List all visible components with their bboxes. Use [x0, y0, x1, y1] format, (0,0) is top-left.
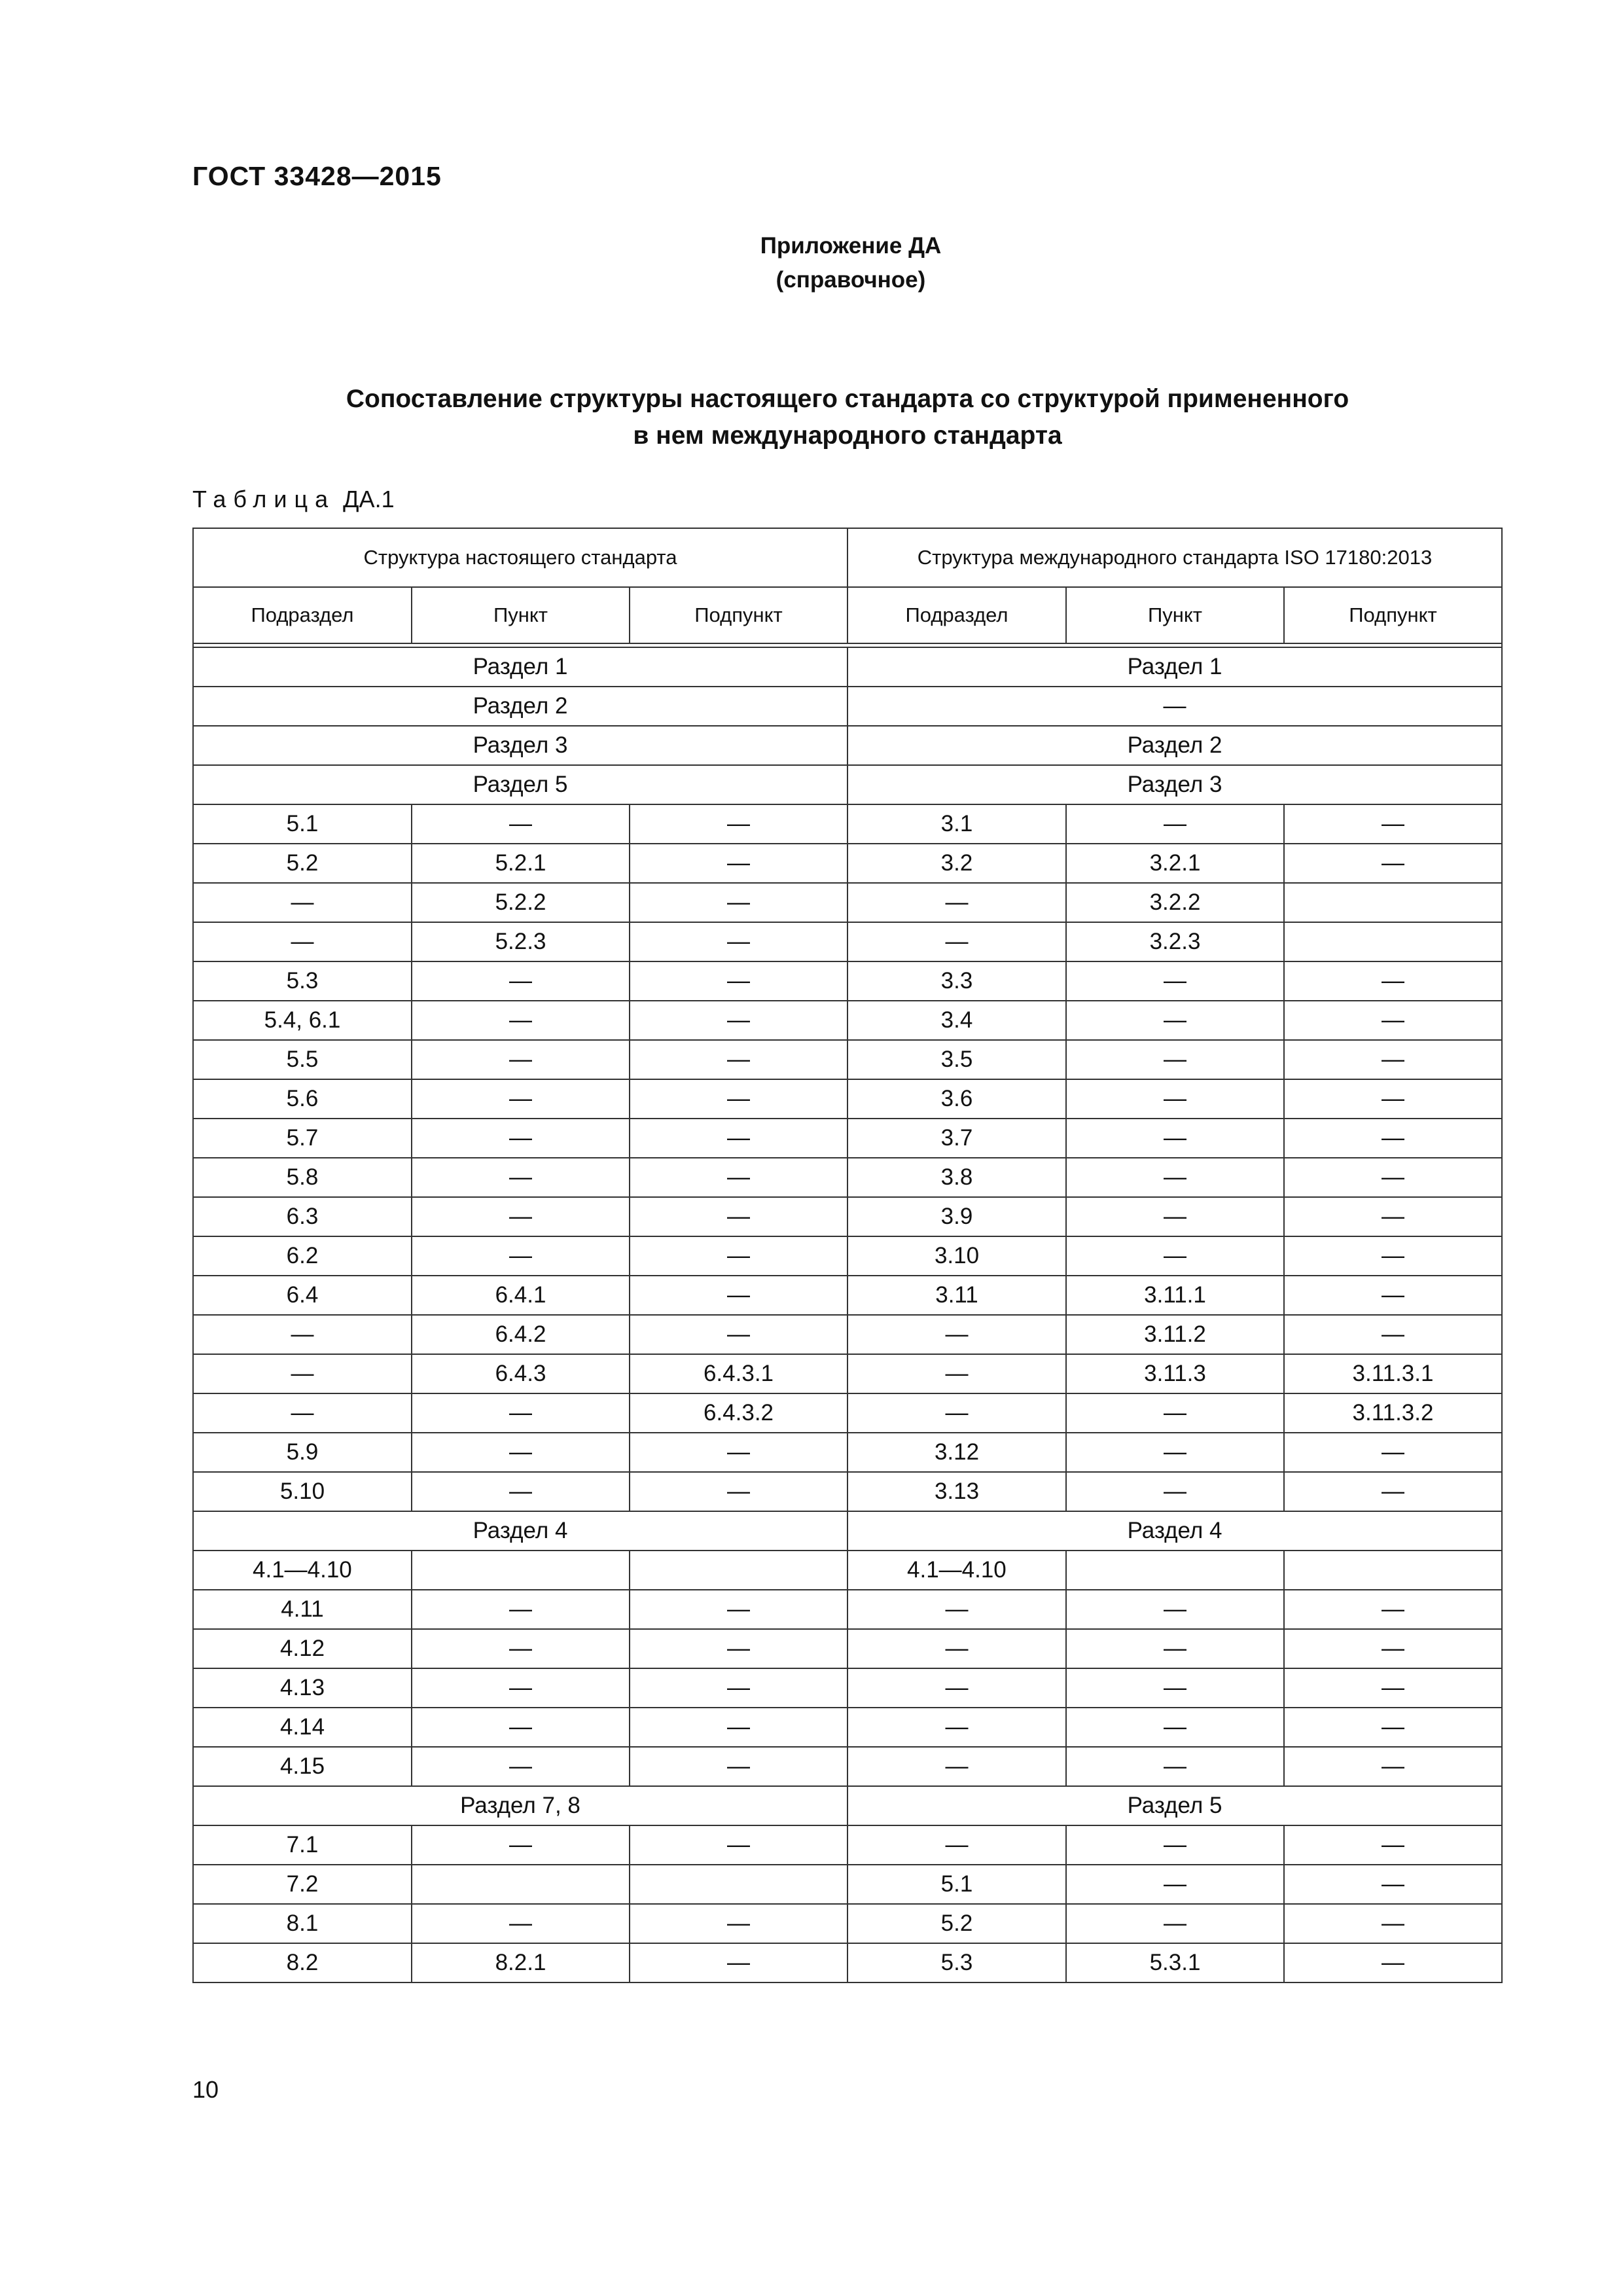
table-cell: —: [630, 844, 847, 883]
table-row: [193, 922, 1502, 961]
table-row: [193, 1904, 1502, 1943]
table-cell: —: [193, 1354, 412, 1393]
table-cell: —: [1066, 1158, 1284, 1197]
table-cell: —: [847, 1354, 1066, 1393]
table-cell: 3.5: [847, 1040, 1066, 1079]
table-row: [193, 1276, 1502, 1315]
group-header-international: Структура международного стандарта ISO 17180:2013: [847, 528, 1502, 587]
section-cell-left: Раздел 5: [193, 765, 847, 804]
table-cell: 3.11.1: [1066, 1276, 1284, 1315]
table-caption: [192, 486, 395, 513]
table-cell: —: [1284, 1315, 1502, 1354]
table-section-row: [193, 647, 1502, 687]
column-header: Подраздел: [193, 587, 412, 643]
table-cell: 6.4.3.1: [630, 1354, 847, 1393]
table-cell: —: [412, 1079, 630, 1119]
table-cell: 5.1: [847, 1865, 1066, 1904]
table-cell: —: [412, 1119, 630, 1158]
table-cell: —: [193, 1315, 412, 1354]
table-cell: —: [1066, 1629, 1284, 1668]
table-cell: —: [1066, 1590, 1284, 1629]
table-cell: —: [1066, 1119, 1284, 1158]
column-header: Подпункт: [1284, 587, 1502, 643]
table-cell: —: [1066, 1708, 1284, 1747]
table-cell: 5.2: [193, 844, 412, 883]
table-cell: 4.1—4.10: [193, 1551, 412, 1590]
table-cell: 5.8: [193, 1158, 412, 1197]
table-cell: 3.2.1: [1066, 844, 1284, 883]
table-cell: —: [412, 1433, 630, 1472]
table-cell: 5.3.1: [1066, 1943, 1284, 1982]
table-cell: —: [1284, 844, 1502, 883]
table-cell: 3.1: [847, 804, 1066, 844]
table-cell: —: [1066, 1197, 1284, 1236]
table-cell: 7.2: [193, 1865, 412, 1904]
table-cell: 3.2.3: [1066, 922, 1284, 961]
table-cell: —: [1284, 1904, 1502, 1943]
table-cell: —: [630, 1472, 847, 1511]
table-cell: —: [1284, 1197, 1502, 1236]
table-cell: —: [1066, 1747, 1284, 1786]
table-cell: 8.1: [193, 1904, 412, 1943]
table-cell: 5.10: [193, 1472, 412, 1511]
table-cell: [412, 1865, 630, 1904]
table-cell: [630, 1865, 847, 1904]
table-cell: —: [1066, 961, 1284, 1001]
table-cell: 3.12: [847, 1433, 1066, 1472]
table-cell: 5.3: [847, 1943, 1066, 1982]
table-cell: —: [412, 1668, 630, 1708]
table-cell: —: [630, 1197, 847, 1236]
table-cell: —: [630, 883, 847, 922]
table-cell: —: [1066, 1904, 1284, 1943]
table-cell: —: [1066, 1393, 1284, 1433]
table-cell: —: [630, 922, 847, 961]
table-cell: —: [1066, 804, 1284, 844]
table-cell: 3.8: [847, 1158, 1066, 1197]
table-cell: —: [630, 1668, 847, 1708]
table-cell: —: [1284, 1747, 1502, 1786]
table-cell: —: [1066, 1433, 1284, 1472]
table-cell: —: [630, 1708, 847, 1747]
table-row: [193, 1708, 1502, 1747]
table-cell: 3.2: [847, 844, 1066, 883]
table-row: [193, 1865, 1502, 1904]
table-cell: [1284, 883, 1502, 922]
table-cell: 4.14: [193, 1708, 412, 1747]
table-cell: [1284, 922, 1502, 961]
table-section-row: [193, 1786, 1502, 1825]
table-cell: [630, 1551, 847, 1590]
table-cell: —: [1066, 1001, 1284, 1040]
table-cell: 6.4.2: [412, 1315, 630, 1354]
table-cell: 5.2.3: [412, 922, 630, 961]
page-title: [196, 381, 1499, 454]
table-cell: 3.11.3.2: [1284, 1393, 1502, 1433]
table-caption-word: Таблица: [192, 486, 336, 512]
table-row: [193, 1197, 1502, 1236]
table-cell: 3.10: [847, 1236, 1066, 1276]
table-cell: —: [412, 1040, 630, 1079]
table-cell: 3.11.3: [1066, 1354, 1284, 1393]
table-cell: 5.2: [847, 1904, 1066, 1943]
table-cell: 5.6: [193, 1079, 412, 1119]
table-cell: —: [630, 1904, 847, 1943]
table-cell: —: [630, 1315, 847, 1354]
table-cell: 3.2.2: [1066, 883, 1284, 922]
table-cell: —: [412, 1158, 630, 1197]
table-cell: 3.13: [847, 1472, 1066, 1511]
table-cell: —: [193, 1393, 412, 1433]
table-cell: 5.2.2: [412, 883, 630, 922]
table-cell: 6.4.3: [412, 1354, 630, 1393]
table-cell: —: [1284, 1119, 1502, 1158]
table-cell: —: [630, 1276, 847, 1315]
table-cell: —: [1284, 1079, 1502, 1119]
table-row: [193, 1629, 1502, 1668]
table-cell: —: [1066, 1472, 1284, 1511]
table-row: [193, 804, 1502, 844]
appendix-title: Приложение ДА: [760, 233, 942, 259]
table-cell: 3.7: [847, 1119, 1066, 1158]
table-row: [193, 883, 1502, 922]
table-row: [193, 1825, 1502, 1865]
table-cell: —: [1284, 1825, 1502, 1865]
table-cell: [1284, 1551, 1502, 1590]
table-caption-number: ДА.1: [343, 486, 395, 512]
table-cell: —: [412, 1236, 630, 1276]
table-cell: —: [1284, 1158, 1502, 1197]
table-cell: 6.4.3.2: [630, 1393, 847, 1433]
table-cell: 5.3: [193, 961, 412, 1001]
section-cell-right: —: [847, 687, 1502, 726]
table-cell: —: [1284, 1001, 1502, 1040]
table-cell: —: [1066, 1040, 1284, 1079]
table-section-row: [193, 726, 1502, 765]
table-cell: —: [847, 1708, 1066, 1747]
table-cell: 4.13: [193, 1668, 412, 1708]
table-cell: —: [630, 1079, 847, 1119]
table-cell: —: [1284, 1276, 1502, 1315]
table-cell: 3.9: [847, 1197, 1066, 1236]
table-row: [193, 844, 1502, 883]
table-cell: 4.11: [193, 1590, 412, 1629]
table-cell: —: [630, 804, 847, 844]
section-cell-left: Раздел 4: [193, 1511, 847, 1551]
table-cell: —: [847, 922, 1066, 961]
table-cell: 5.5: [193, 1040, 412, 1079]
page-title-line-2: в нем международного стандарта: [633, 422, 1062, 450]
table-cell: 3.4: [847, 1001, 1066, 1040]
table-cell: —: [847, 1590, 1066, 1629]
group-header-national: Структура настоящего стандарта: [193, 528, 847, 587]
structure-comparison-table: [192, 528, 1503, 1983]
section-cell-right: Раздел 5: [847, 1786, 1502, 1825]
table-cell: —: [630, 1119, 847, 1158]
column-header: Подпункт: [630, 587, 847, 643]
table-cell: 6.2: [193, 1236, 412, 1276]
table-cell: —: [847, 1747, 1066, 1786]
table-cell: —: [1066, 1825, 1284, 1865]
table-cell: 5.2.1: [412, 844, 630, 883]
table-cell: —: [630, 1747, 847, 1786]
table-cell: —: [847, 1668, 1066, 1708]
table-row: [193, 1943, 1502, 1982]
table-cell: —: [1284, 1236, 1502, 1276]
table-cell: 6.3: [193, 1197, 412, 1236]
table-row: [193, 1551, 1502, 1590]
table-cell: —: [1284, 1629, 1502, 1668]
table-row: [193, 1079, 1502, 1119]
table-cell: 4.15: [193, 1747, 412, 1786]
table-cell: 5.1: [193, 804, 412, 844]
table-cell: —: [193, 883, 412, 922]
table-cell: —: [1284, 1433, 1502, 1472]
table-cell: —: [1284, 1708, 1502, 1747]
page-title-line-1: Сопоставление структуры настоящего стандарта со структурой примененного: [346, 385, 1349, 413]
table-cell: [1066, 1551, 1284, 1590]
table-cell: 3.11.2: [1066, 1315, 1284, 1354]
table-cell: 4.1—4.10: [847, 1551, 1066, 1590]
table-cell: —: [847, 1825, 1066, 1865]
section-cell-left: Раздел 2: [193, 687, 847, 726]
table-cell: —: [630, 1629, 847, 1668]
table-cell: —: [630, 1590, 847, 1629]
table-cell: —: [1066, 1079, 1284, 1119]
section-cell-right: Раздел 3: [847, 765, 1502, 804]
table-cell: —: [412, 1001, 630, 1040]
table-cell: —: [1284, 804, 1502, 844]
table-row: [193, 1001, 1502, 1040]
table-cell: —: [412, 1590, 630, 1629]
appendix-header: [654, 229, 1047, 297]
table-cell: —: [630, 1825, 847, 1865]
section-cell-right: Раздел 1: [847, 647, 1502, 687]
table-cell: —: [630, 1158, 847, 1197]
table-row: [193, 1040, 1502, 1079]
table-section-row: [193, 687, 1502, 726]
table-cell: 5.7: [193, 1119, 412, 1158]
table-cell: —: [630, 1433, 847, 1472]
table-cell: —: [1066, 1865, 1284, 1904]
table-cell: 8.2: [193, 1943, 412, 1982]
section-cell-right: Раздел 4: [847, 1511, 1502, 1551]
table-cell: —: [630, 1236, 847, 1276]
table-cell: —: [630, 1001, 847, 1040]
table-cell: —: [412, 1825, 630, 1865]
table-cell: —: [1284, 1943, 1502, 1982]
table-row: [193, 1590, 1502, 1629]
table-cell: —: [847, 1315, 1066, 1354]
table-cell: 4.12: [193, 1629, 412, 1668]
table-cell: 3.11.3.1: [1284, 1354, 1502, 1393]
table-cell: —: [412, 1708, 630, 1747]
table-cell: —: [1066, 1236, 1284, 1276]
table-cell: —: [1284, 1668, 1502, 1708]
table-cell: —: [630, 1943, 847, 1982]
table-cell: —: [412, 1472, 630, 1511]
table-cell: —: [412, 1393, 630, 1433]
table-cell: —: [1284, 1590, 1502, 1629]
appendix-type: (справочное): [776, 267, 926, 293]
table-cell: —: [1284, 1865, 1502, 1904]
table-row: [193, 1433, 1502, 1472]
table-cell: —: [847, 1629, 1066, 1668]
table-group-header-row: [193, 528, 1502, 587]
table-cell: 3.11: [847, 1276, 1066, 1315]
table-cell: —: [630, 1040, 847, 1079]
table-row: [193, 1158, 1502, 1197]
table-cell: 8.2.1: [412, 1943, 630, 1982]
table-cell: 3.6: [847, 1079, 1066, 1119]
table-cell: —: [630, 961, 847, 1001]
table-cell: —: [412, 1197, 630, 1236]
table-row: [193, 1315, 1502, 1354]
table-row: [193, 1747, 1502, 1786]
table-cell: —: [412, 1904, 630, 1943]
table-cell: —: [412, 961, 630, 1001]
table-cell: —: [847, 1393, 1066, 1433]
table-cell: —: [1066, 1668, 1284, 1708]
table-row: [193, 961, 1502, 1001]
section-cell-right: Раздел 2: [847, 726, 1502, 765]
table-row: [193, 1236, 1502, 1276]
section-cell-left: Раздел 7, 8: [193, 1786, 847, 1825]
table-cell: —: [1284, 1472, 1502, 1511]
section-cell-left: Раздел 3: [193, 726, 847, 765]
table-row: [193, 1354, 1502, 1393]
table-cell: —: [412, 1747, 630, 1786]
page-number: 10: [192, 2076, 219, 2103]
table-cell: 5.4, 6.1: [193, 1001, 412, 1040]
table-cell: —: [1284, 1040, 1502, 1079]
table-column-header-row: [193, 587, 1502, 643]
table-cell: —: [1284, 961, 1502, 1001]
table-cell: 6.4.1: [412, 1276, 630, 1315]
table-cell: —: [412, 804, 630, 844]
table-cell: —: [412, 1629, 630, 1668]
table-section-row: [193, 1511, 1502, 1551]
table-row: [193, 1472, 1502, 1511]
table-cell: [412, 1551, 630, 1590]
table-row: [193, 1393, 1502, 1433]
table-cell: —: [847, 883, 1066, 922]
table-cell: 7.1: [193, 1825, 412, 1865]
table-cell: 6.4: [193, 1276, 412, 1315]
table-cell: 3.3: [847, 961, 1066, 1001]
table-cell: —: [193, 922, 412, 961]
column-header: Пункт: [1066, 587, 1284, 643]
column-header: Пункт: [412, 587, 630, 643]
section-cell-left: Раздел 1: [193, 647, 847, 687]
column-header: Подраздел: [847, 587, 1066, 643]
table-row: [193, 1668, 1502, 1708]
table-section-row: [193, 765, 1502, 804]
table-row: [193, 1119, 1502, 1158]
document-id: ГОСТ 33428—2015: [192, 161, 442, 191]
table-cell: 5.9: [193, 1433, 412, 1472]
